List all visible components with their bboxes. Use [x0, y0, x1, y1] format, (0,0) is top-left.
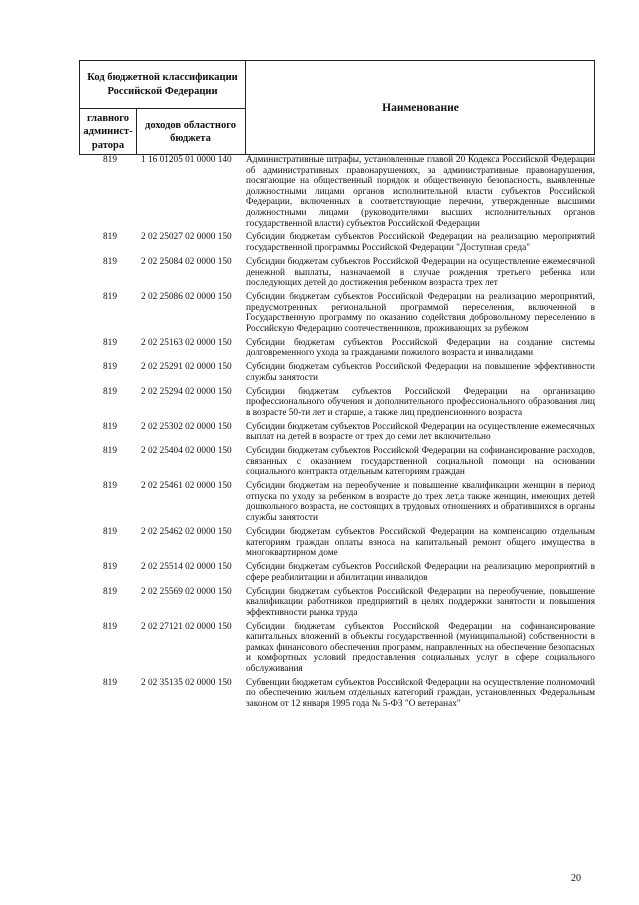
admin-code-cell: 819	[103, 446, 117, 457]
admin-code-cell: 819	[103, 155, 117, 165]
income-code-cell: 2 02 25294 02 0000 150	[141, 386, 232, 397]
income-code-cell: 1 16 01205 01 0000 140	[141, 155, 232, 165]
table-row	[79, 362, 595, 383]
income-code-cell: 2 02 25291 02 0000 150	[141, 362, 232, 373]
income-code-cell: 2 02 25569 02 0000 150	[141, 586, 232, 597]
admin-code-cell: 819	[103, 526, 117, 537]
income-code-cell: 2 02 25461 02 0000 150	[141, 481, 232, 492]
table-row	[79, 562, 595, 583]
income-code-cell: 2 02 25302 02 0000 150	[141, 421, 232, 432]
page-number: 20	[571, 873, 581, 884]
admin-code-cell: 819	[103, 337, 117, 348]
table-row	[79, 481, 595, 523]
income-code-cell: 2 02 25462 02 0000 150	[141, 526, 232, 537]
table-row	[79, 587, 595, 619]
admin-code-cell: 819	[103, 292, 117, 303]
income-code-cell: 2 02 25086 02 0000 150	[141, 292, 232, 303]
header-admin-column: главного админист-ратора	[83, 112, 133, 151]
income-code-cell: 2 02 25163 02 0000 150	[141, 337, 232, 348]
income-code-cell: 2 02 35135 02 0000 150	[141, 677, 232, 688]
table-row	[79, 446, 595, 478]
table-row	[79, 155, 595, 229]
name-cell: Субсидии бюджетам субъектов Российской Федерации на организацию профессионального обучения и дополнительного профессионального образования лиц в возрасте 50-ти лет и старше, а также лиц предпенсионного возраста	[246, 386, 595, 418]
header-name-column: Наименование	[382, 101, 459, 114]
income-code-cell: 2 02 27121 02 0000 150	[141, 621, 232, 632]
name-cell: Субсидии бюджетам субъектов Российской Федерации на осуществление ежемесячных выплат на детей в возрасте от трех до семи лет включительно	[246, 421, 595, 443]
income-code-cell: 2 02 25404 02 0000 150	[141, 446, 232, 457]
table-header	[79, 60, 595, 155]
table-row	[79, 527, 595, 559]
admin-code-cell: 819	[103, 362, 117, 373]
name-cell: Субсидии бюджетам субъектов Российской Федерации на осуществление ежемесячной денежной выплаты, назначаемой в случае рождения третьего ребенка или последующих детей до достижения ребенком возраста трех лет	[246, 256, 595, 289]
table-row	[79, 387, 595, 419]
admin-code-cell: 819	[103, 256, 117, 267]
name-cell: Субсидии бюджетам субъектов Российской Федерации на создание системы долговременного ухода за гражданами пожилого возраста и инвалидами	[246, 337, 595, 359]
name-cell: Субсидии бюджетам субъектов Российской Федерации на переобучение, повышение квалификации работников предприятий в целях поддержки занятости и повышения эффективности рынка труда	[246, 586, 595, 618]
income-code-cell: 2 02 25027 02 0000 150	[141, 232, 232, 243]
table-row	[79, 622, 595, 675]
admin-code-cell: 819	[103, 621, 117, 632]
income-code-cell: 2 02 25514 02 0000 150	[141, 562, 232, 573]
name-cell: Субсидии бюджетам субъектов Российской Федерации на софинансирование капитальных вложений в объекты государственной (муниципальной) собственности в рамках финансового обеспечения программ, направленных на обеспечение безопасных и комфортных условий предоставления социальных услуг в сфере социального обслуживания	[246, 621, 595, 674]
name-cell: Субсидии бюджетам субъектов Российской Федерации на софинансирование расходов, связанных с оказанием государственной социальной помощи на основании социального контракта отдельным категориям граждан	[246, 446, 595, 478]
name-cell: Административные штрафы, установленные главой 20 Кодекса Российской Федерации об административных правонарушениях, за административные правонарушения, посягающие на общественный порядок и общественную безопасность, выявленные должностными лицами органов исполнительной власти субъектов Российской Федерации, включенных в соответствующие перечни, утвержденные высшими должностными лицами (руководителями высших исполнительных органов государственной власти) субъектов Российской Федерации	[246, 155, 595, 229]
admin-code-cell: 819	[103, 232, 117, 243]
header-income-column: доходов областного бюджета	[145, 119, 236, 144]
table-row	[79, 422, 595, 443]
admin-code-cell: 819	[103, 586, 117, 597]
table-row	[79, 292, 595, 334]
income-code-cell: 2 02 25084 02 0000 150	[141, 256, 232, 267]
admin-code-cell: 819	[103, 562, 117, 573]
name-cell: Субсидии бюджетам субъектов Российской Федерации на реализацию мероприятий государственной программы Российской Федерации "Доступная среда"	[246, 232, 595, 254]
name-cell: Субсидии бюджетам субъектов Российской Федерации на реализацию мероприятий, предусмотренных региональной программой переселения, включенной в Государственную программу по оказанию содействия добровольному переселению в Российскую Федерацию соотечественников, проживающих за рубежом	[246, 292, 595, 334]
admin-code-cell: 819	[103, 481, 117, 492]
name-cell: Субвенции бюджетам субъектов Российской Федерации на осуществление полномочий по обеспечению жильем отдельных категорий граждан, установленных Федеральным законом от 12 января 1995 года № 5-ФЗ "О ветеранах"	[246, 677, 595, 710]
name-cell: Субсидии бюджетам субъектов Российской Федерации на повышение эффективности службы занятости	[246, 362, 595, 383]
header-code-group: Код бюджетной классификации Российской Федерации	[87, 72, 238, 97]
admin-code-cell: 819	[103, 386, 117, 397]
name-cell: Субсидии бюджетам субъектов Российской Федерации на реализацию мероприятий в сфере реабилитации и абилитации инвалидов	[246, 562, 595, 583]
table-body	[79, 155, 595, 713]
table-row	[79, 232, 595, 253]
admin-code-cell: 819	[103, 421, 117, 432]
name-cell: Субсидии бюджетам на переобучение и повышение квалификации женщин в период отпуска по уходу за ребенком в возрасте до трех лет,а также женщин, имеющих детей дошкольного возраста, не состоящих в трудовых отношениях и обратившихся в органы службы занятости	[246, 481, 595, 524]
table-row	[79, 338, 595, 359]
table-row	[79, 257, 595, 289]
admin-code-cell: 819	[103, 677, 117, 688]
name-cell: Субсидии бюджетам субъектов Российской Федерации на компенсацию отдельным категориям граждан оплаты взноса на капитальный ремонт общего имущества в многоквартирном доме	[246, 526, 595, 559]
table-row	[79, 678, 595, 710]
